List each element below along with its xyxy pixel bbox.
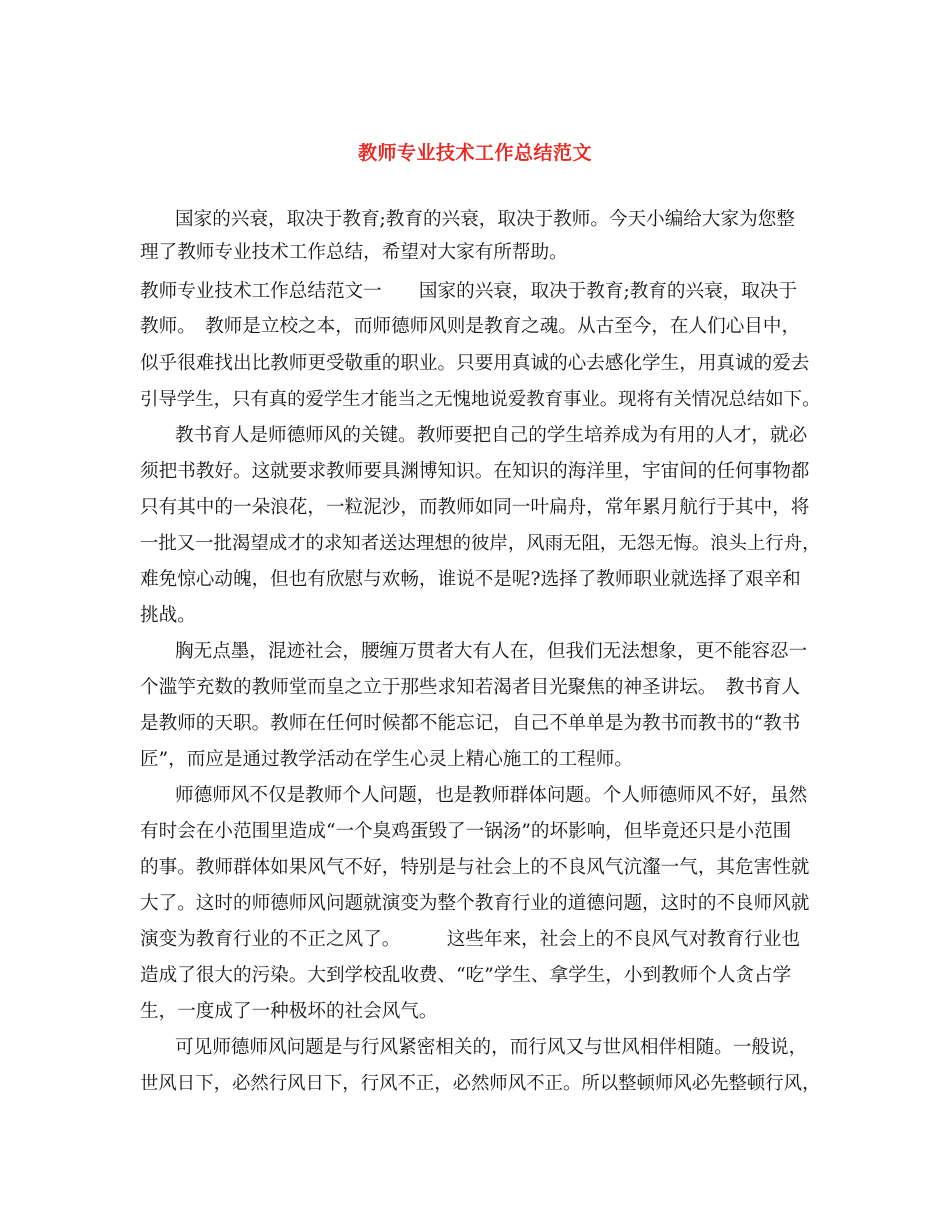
text-line: 的事。教师群体如果风气不好，特别是与社会上的不良风气沆瀣一气，其危害性就 xyxy=(140,857,810,878)
text-line: 教师专业技术工作总结范文一 国家的兴衰，取决于教育;教育的兴衰，取决于 xyxy=(140,281,798,302)
text-line: 国家的兴衰，取决于教育;教育的兴衰，取决于教师。今天小编给大家为您整 xyxy=(175,209,795,230)
text-line: 教师。 教师是立校之本，而师德师风则是教育之魂。从古至今，在人们心目中， xyxy=(140,316,801,337)
text-line: 可见师德师风问题是与行风紧密相关的，而行风又与世风相伴相随。一般说， xyxy=(175,1037,808,1058)
text-line: 匠”，而应是通过教学活动在学生心灵上精心施工的工程师。 xyxy=(140,749,633,770)
text-line: 挑战。 xyxy=(140,605,196,626)
text-line: 生，一度成了一种极坏的社会风气。 xyxy=(140,1001,438,1022)
text-line: 世风日下，必然行风日下，行风不正，必然师风不正。所以整顿师风必先整顿行风， xyxy=(140,1073,821,1094)
text-line: 一批又一批渴望成才的求知者送达理想的彼岸，风雨无阻，无怨无悔。浪头上行舟， xyxy=(140,533,821,554)
text-line: 造成了很大的污染。大到学校乱收费、“吃”学生、拿学生，小到教师个人贪占学 xyxy=(140,965,792,986)
document-title: 教师专业技术工作总结范文 xyxy=(357,142,592,164)
text-line: 须把书教好。这就要求教师要具渊博知识。在知识的海洋里，宇宙间的任何事物都 xyxy=(140,461,810,482)
text-line: 有时会在小范围里造成“一个臭鸡蛋毁了一锅汤”的坏影响，但毕竟还只是小范围 xyxy=(140,821,792,842)
text-line: 大了。这时的师德师风问题就演变为整个教育行业的道德问题，这时的不良师风就 xyxy=(140,893,810,914)
text-line: 引导学生，只有真的爱学生才能当之无愧地说爱教育事业。现将有关情况总结如下。 xyxy=(140,389,821,410)
text-line: 理了教师专业技术工作总结，希望对大家有所帮助。 xyxy=(140,242,568,263)
text-line: 胸无点墨，混迹社会，腰缠万贯者大有人在，但我们无法想象，更不能容忍一 xyxy=(175,641,808,662)
text-line: 演变为教育行业的不正之风了。 这些年来，社会上的不良风气对教育行业也 xyxy=(140,929,801,950)
text-line: 似乎很难找出比教师更受敬重的职业。只要用真诚的心去感化学生，用真诚的爱去 xyxy=(140,353,810,374)
text-line: 难免惊心动魄，但也有欣慰与欢畅，谁说不是呢?选择了教师职业就选择了艰辛和 xyxy=(140,569,801,590)
text-line: 只有其中的一朵浪花，一粒泥沙，而教师如同一叶扁舟，常年累月航行于其中，将 xyxy=(140,497,810,518)
text-line: 教书育人是师德师风的关键。教师要把自己的学生培养成为有用的人才，就必 xyxy=(175,425,808,446)
text-line: 师德师风不仅是教师个人问题，也是教师群体问题。个人师德师风不好，虽然 xyxy=(175,785,808,806)
text-line: 是教师的天职。教师在任何时候都不能忘记，自己不单单是为教书而教书的“教书 xyxy=(140,713,801,734)
text-line: 个滥竽充数的教师堂而皇之立于那些求知若渴者目光聚焦的神圣讲坛。 教书育人 xyxy=(140,677,801,698)
